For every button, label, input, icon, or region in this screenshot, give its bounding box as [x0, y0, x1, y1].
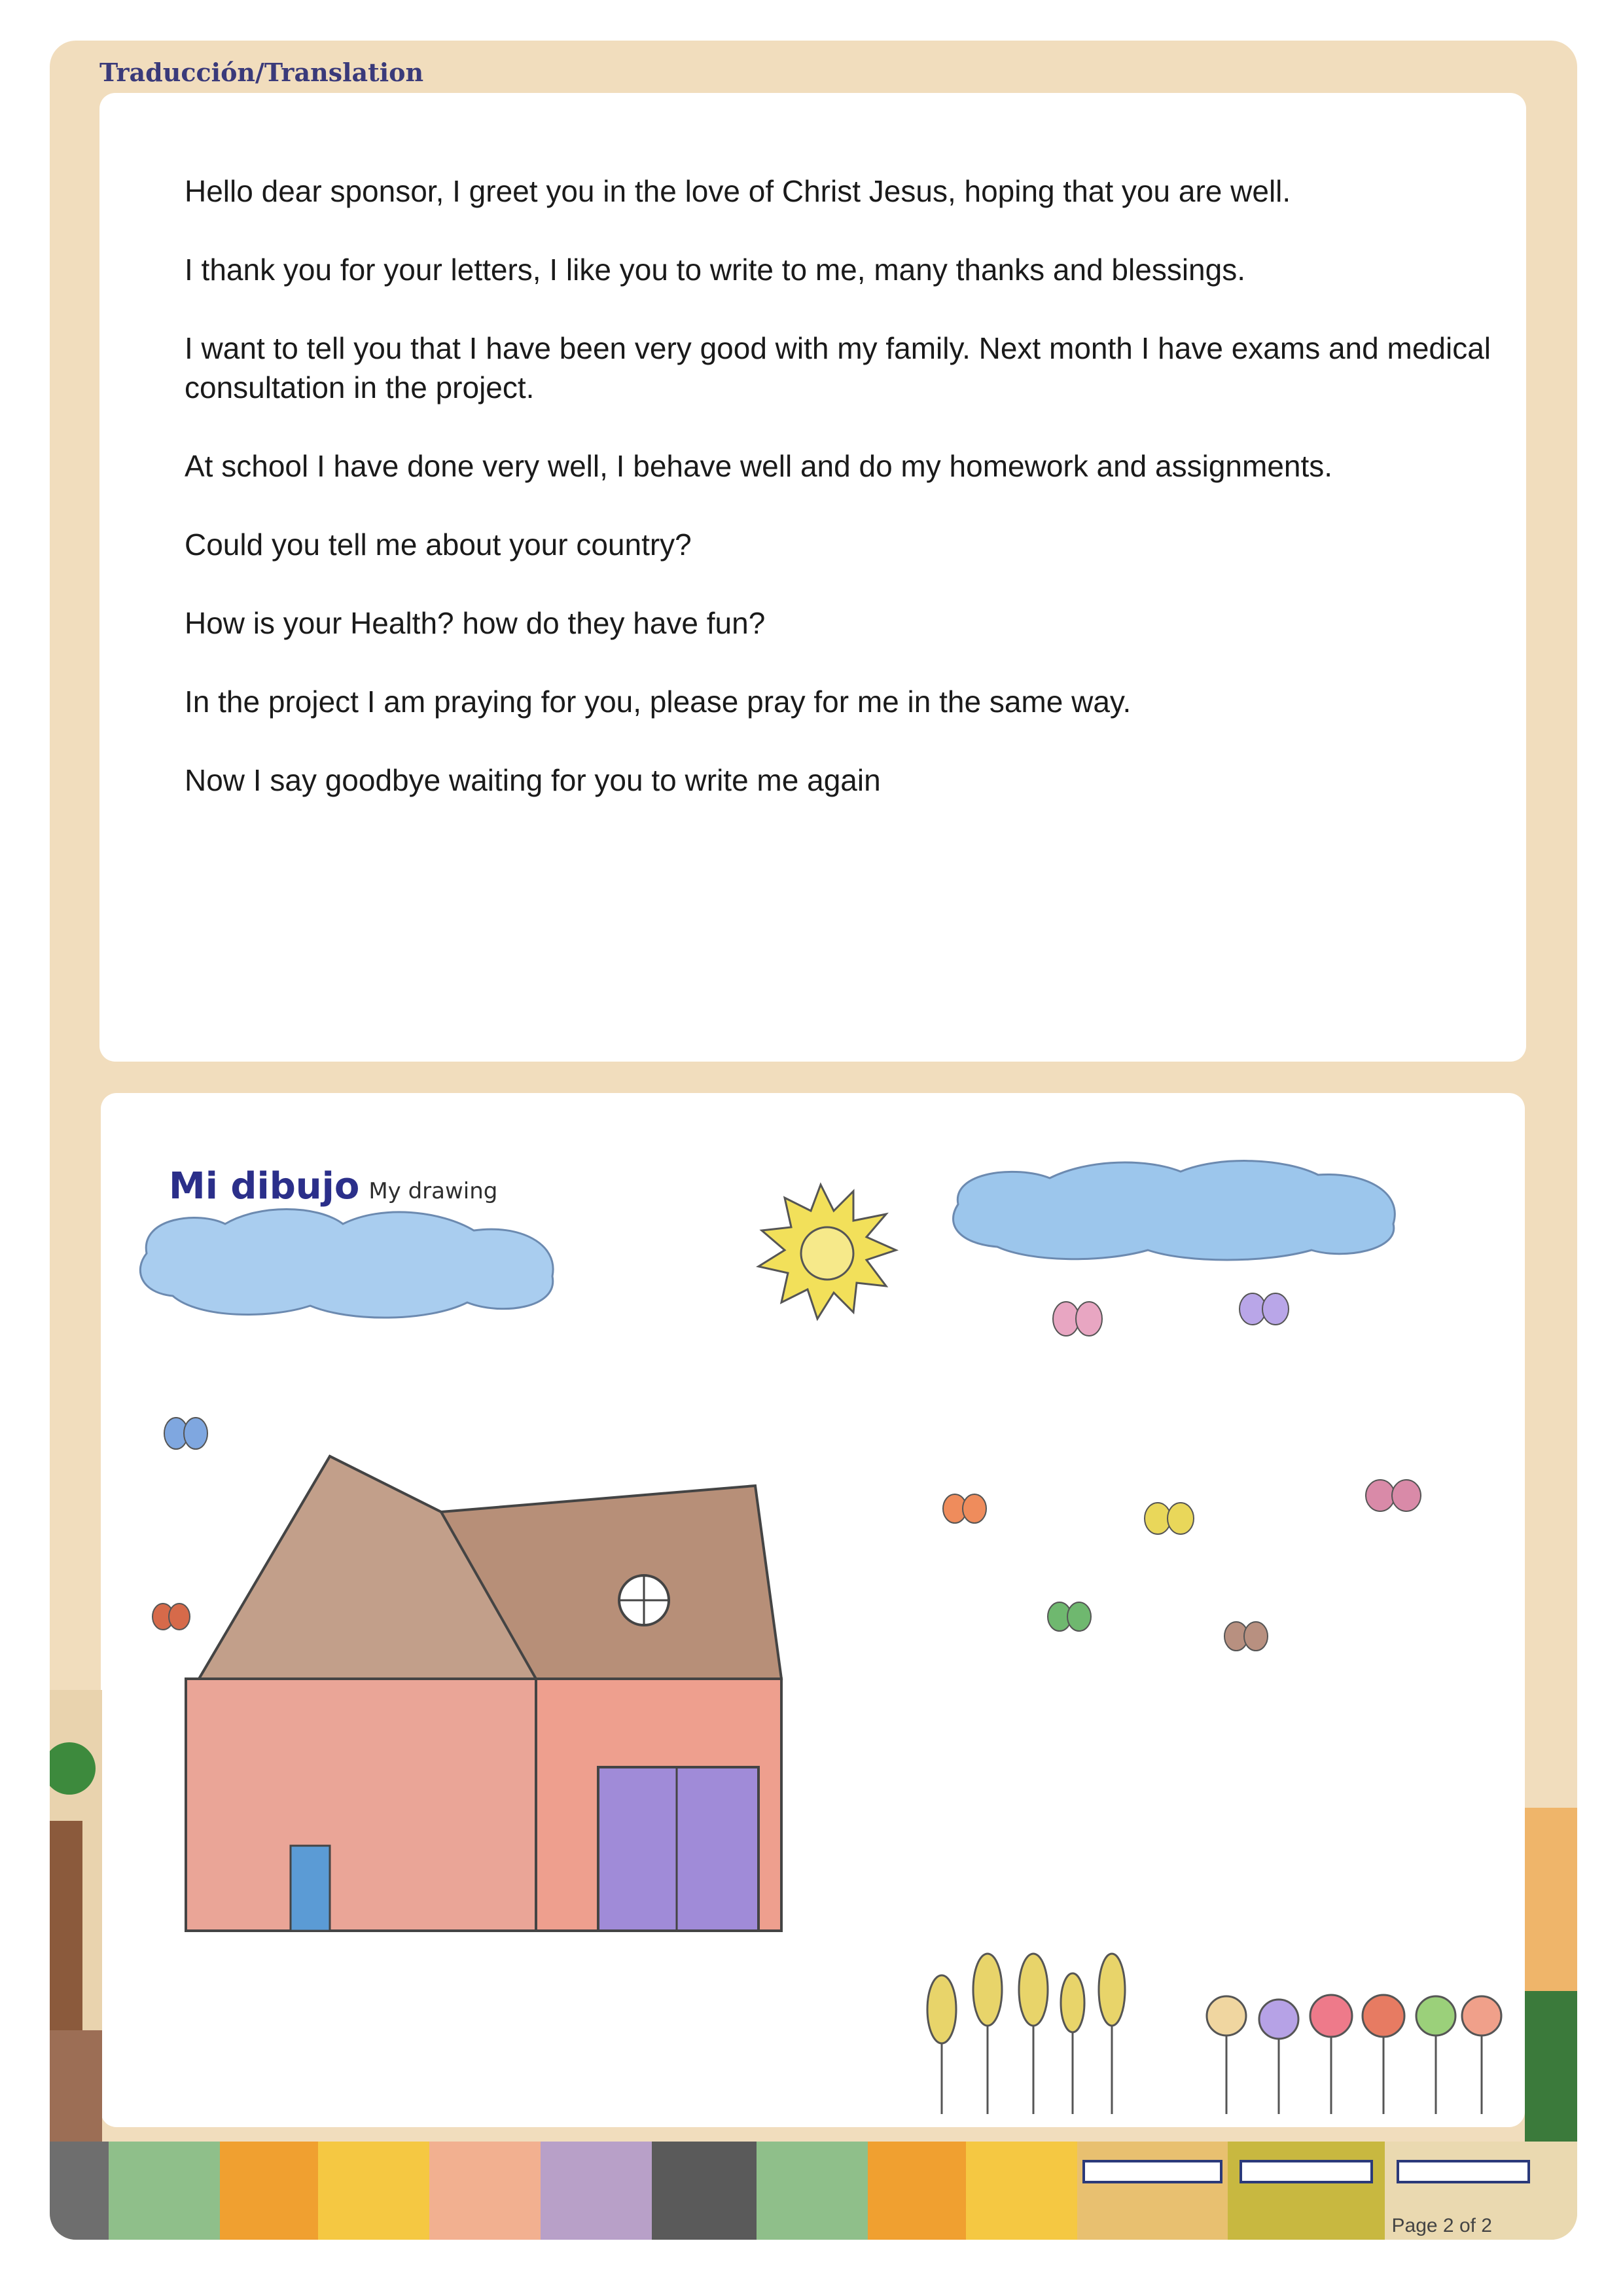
butterfly-icon — [1145, 1503, 1194, 1534]
drawing-panel — [101, 1093, 1525, 2127]
sun-icon — [758, 1185, 896, 1319]
flower-icon — [1207, 1995, 1501, 2114]
drawing-title-es: Mi dibujo — [169, 1165, 360, 1208]
cloud-icon — [140, 1210, 553, 1318]
letter-paragraph: I thank you for your letters, I like you to write to me, many thanks and blessings. — [185, 253, 1245, 287]
letter-paragraph: I want to tell you that I have been very good with my family. Next month I have exams and medical consultation in the project. — [185, 331, 1491, 404]
letter-paragraph: In the project I am praying for you, please pray for me in the same way. — [185, 685, 1132, 719]
letter-sheet — [50, 41, 1577, 2240]
left-border-art — [50, 1690, 102, 2148]
right-border-art — [1525, 1808, 1577, 2148]
letter-paragraph: Hello dear sponsor, I greet you in the love of Christ Jesus, hoping that you are well. — [185, 174, 1291, 208]
page-number: Page 2 of 2 — [1391, 2215, 1492, 2236]
butterfly-icon — [1053, 1302, 1102, 1336]
butterfly-icon — [1240, 1293, 1289, 1325]
translation-panel — [99, 93, 1526, 1062]
letter-paragraph: At school I have done very well, I behave well and do my homework and assignments. — [185, 449, 1333, 483]
house-icon — [186, 1456, 781, 1931]
butterfly-icon — [1048, 1602, 1091, 1631]
cloud-icon — [954, 1161, 1395, 1260]
child-drawing — [101, 1093, 1525, 2127]
letter-paragraph: How is your Health? how do they have fun? — [185, 606, 766, 640]
letter-body — [185, 171, 1493, 839]
butterfly-icon — [152, 1604, 190, 1630]
butterfly-icon — [1366, 1480, 1421, 1511]
translation-header: Traducción/Translation — [99, 58, 424, 87]
letter-paragraph: Could you tell me about your country? — [185, 528, 692, 562]
butterfly-icon — [164, 1418, 207, 1449]
butterfly-icon — [943, 1494, 986, 1523]
sunflower-icon — [927, 1954, 1125, 2114]
bottom-border-strip — [50, 2142, 1577, 2240]
drawing-title-en: My drawing — [368, 1178, 498, 1204]
butterfly-icon — [1224, 1622, 1268, 1651]
letter-paragraph: Now I say goodbye waiting for you to write me again — [185, 763, 881, 797]
